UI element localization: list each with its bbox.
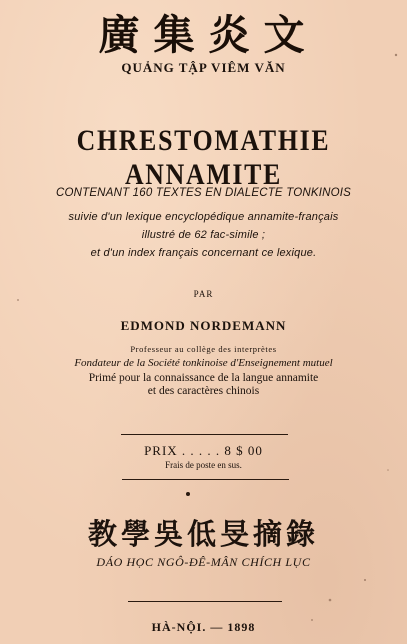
author-name: EDMOND NORDEMANN — [120, 318, 287, 333]
divider-bottom — [128, 601, 282, 602]
ornament-dot — [186, 492, 190, 496]
description-line-2: suivie d'un lexique encyclopédique annamite-français — [68, 211, 339, 223]
author-affiliation-3: Primé pour la connaissance de la langue annamite — [88, 372, 319, 384]
cjk-subtitle: 教學吳低旻摘錄 — [87, 517, 319, 551]
by-label: PAR — [193, 289, 214, 299]
author-affiliation-4: et des caractères chinois — [147, 385, 260, 397]
author-affiliation-1: Professeur au collège des interprètes — [130, 344, 277, 354]
description-line-4: et d'un index français concernant ce lexique. — [90, 247, 317, 259]
description-line-3: illustré de 62 fac-simile ; — [141, 229, 266, 241]
author-affiliation-2: Fondateur de la Société tonkinoise d'Enseignement mutuel — [74, 357, 333, 369]
romanized-subtitle: DÁO HỌC NGÔ-ĐÊ-MÂN CHÍCH LỤC — [96, 555, 311, 569]
divider-top — [121, 434, 288, 435]
place-and-date: HÀ-NỘI. — 1898 — [151, 620, 256, 634]
postage-note: Frais de poste en sus. — [165, 460, 242, 470]
romanized-title: QUẢNG TẬP VIÊM VĂN — [121, 60, 286, 75]
description-line-1: CONTENANT 160 TEXTES EN DIALECTE TONKINOIS — [55, 187, 352, 199]
price-label: PRIX . . . . . 8 $ 00 — [144, 443, 263, 458]
cjk-title: 廣集炎文 — [98, 11, 319, 59]
divider-middle — [122, 479, 289, 480]
main-title: CHRESTOMATHIE ANNAMITE — [76, 124, 331, 191]
